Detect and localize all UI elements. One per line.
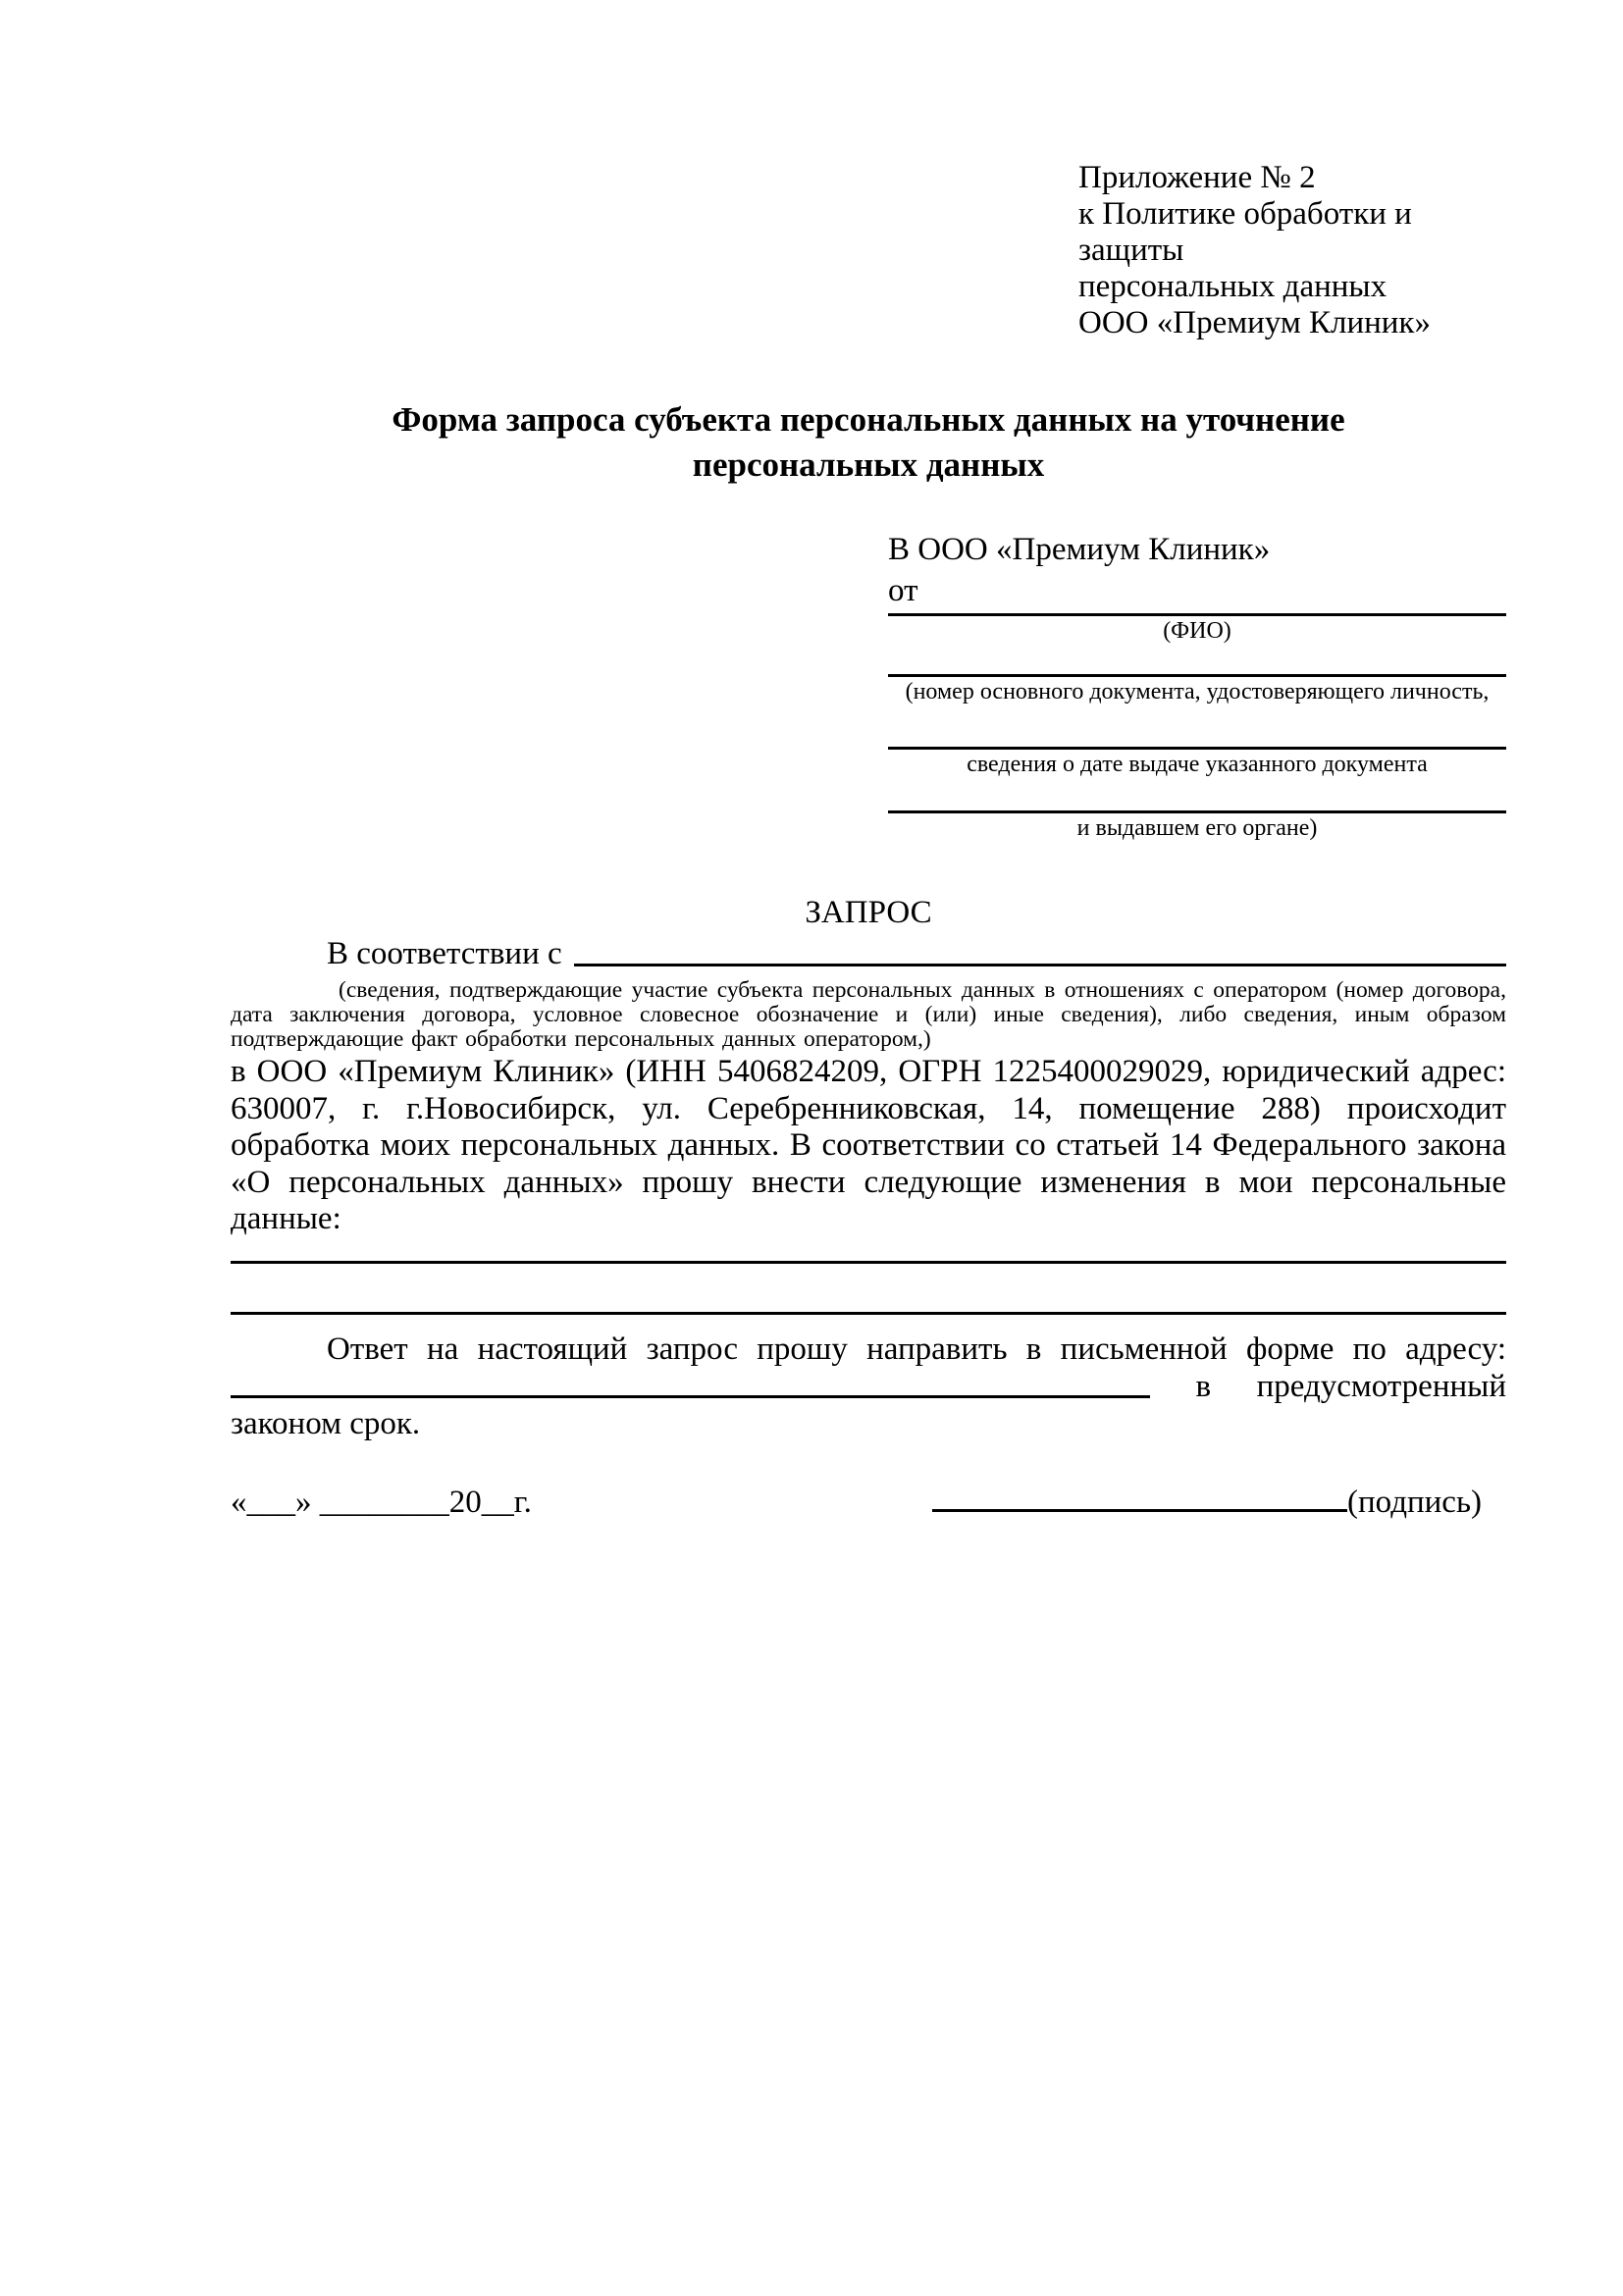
appendix-header xyxy=(1078,160,1506,341)
issue-date-field xyxy=(888,704,1506,777)
changes-blank-line-1 xyxy=(231,1238,1506,1264)
issuing-authority-caption: и выдавшем его органе) xyxy=(1076,815,1318,841)
addressee-block xyxy=(888,529,1506,841)
date-signature-row xyxy=(231,1480,1506,1522)
basis-row xyxy=(231,935,1506,972)
appendix-header-line: к Политике обработки и защиты xyxy=(1078,196,1412,268)
appendix-header-line: Приложение № 2 xyxy=(1078,160,1316,195)
address-blank-line xyxy=(231,1395,1150,1398)
changes-blank-line-2 xyxy=(231,1264,1506,1315)
fio-field xyxy=(888,611,1506,644)
document-number-blank-line xyxy=(888,644,1506,677)
date-template: «___» ________20__г. xyxy=(231,1484,532,1520)
request-body: в ООО «Премиум Клиник» (ИНН 5406824209, ОГРН 1225400029029, юридический адрес: 630007, г. г.Новосибирск, ул. Серебренниковская, 14, помещение 288) происходит обработка моих персональных данных. В соответствии со статьей 14 Федерального закона «О персональных данных» прошу внести следующие изменения в мои персональные данные: xyxy=(231,1054,1506,1236)
signature-group xyxy=(932,1480,1482,1522)
signature-blank-line xyxy=(932,1480,1347,1512)
issue-date-caption: сведения о дате выдаче указанного документа xyxy=(967,752,1428,777)
fio-caption: (ФИО) xyxy=(1163,618,1231,644)
addressee-from: от xyxy=(888,573,918,608)
signature-caption: (подпись) xyxy=(1347,1484,1482,1520)
addressee-to: В ООО «Премиум Клиник» xyxy=(888,532,1271,567)
request-heading: ЗАПРОС xyxy=(805,895,932,930)
answer-line-2 xyxy=(231,1368,1506,1405)
basis-footnote: (сведения, подтверждающие участие субъекта персональных данных в отношениях с оператором (номер договора, дата заключения договора, условное словесное обозначение и (или) иные сведения), либо сведения, иным образом подтверждающие факт обработки персональных данных оператором,) xyxy=(231,977,1506,1052)
appendix-header-line: ООО «Премиум Клиник» xyxy=(1078,305,1431,340)
document-number-caption: (номер основного документа, удостоверяющего личность, xyxy=(905,679,1490,704)
appendix-header-line: персональных данных xyxy=(1078,269,1387,304)
answer-line-3: законом срок. xyxy=(231,1405,421,1441)
answer-word-v: в xyxy=(1195,1368,1212,1404)
answer-line-1: Ответ на настоящий запрос прошу направить в письменной форме по адресу: xyxy=(327,1331,1506,1367)
issue-date-blank-line xyxy=(888,704,1506,750)
basis-blank-line xyxy=(574,964,1506,966)
issuing-authority-blank-line xyxy=(888,777,1506,813)
issuing-authority-field xyxy=(888,777,1506,841)
answer-word-predusmotrennyj: предусмотренный xyxy=(1256,1368,1506,1404)
document-number-field xyxy=(888,644,1506,704)
fio-blank-line xyxy=(888,611,1506,616)
document-title: Форма запроса субъекта персональных данных на уточнение персональных данных xyxy=(392,400,1345,484)
basis-prefix: В соответствии с xyxy=(327,936,562,971)
